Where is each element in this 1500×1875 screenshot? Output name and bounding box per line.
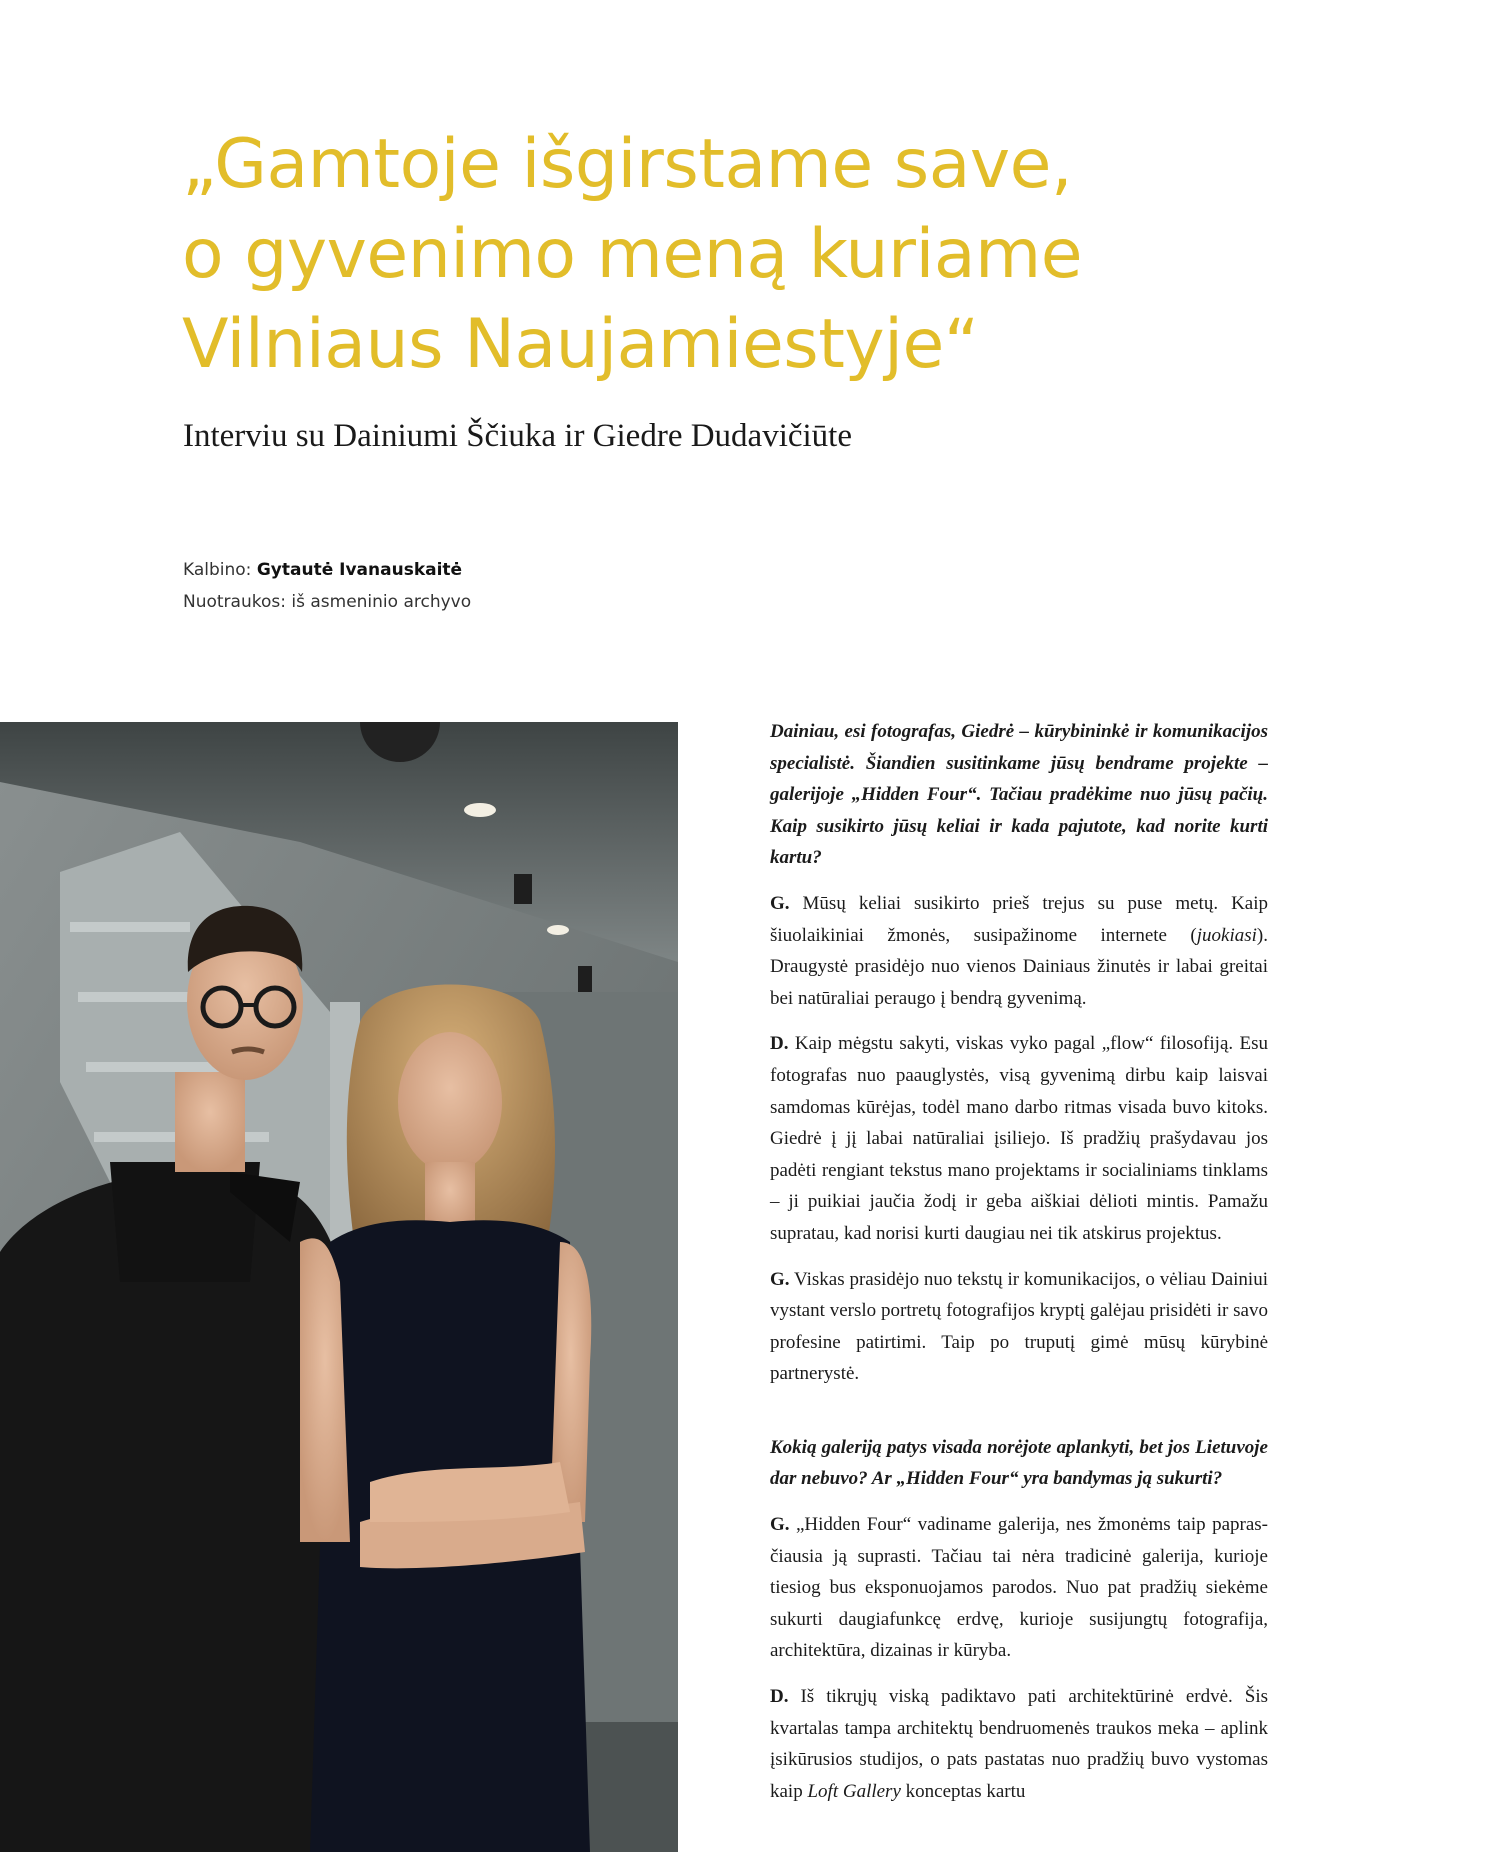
- headline-line-2: o gyvenimo meną kuriame: [182, 215, 1083, 294]
- interview-question-2: Kokią galeriją patys visada norėjote aplankyti, bet jos Lietuvoje dar nebuvo? Ar „Hidden Four“ yra bandymas ją sukurti?: [770, 1436, 1268, 1490]
- photos-label: Nuotraukos:: [183, 592, 286, 612]
- interviewer-label: Kalbino:: [183, 560, 252, 580]
- headline-line-1: „Gamtoje išgirstame save,: [182, 125, 1073, 204]
- answer-text: Kaip mėgstu sakyti, viskas vyko pagal „flow“ filosofiją. Esu fotografas nuo paauglystės, visą gyvenimą dirbu kaip laisvai samdomas kūrėjas, todėl mano darbo ritmas visada buvo kitoks. Giedrė į jį labai natūraliai įsiliejo. Iš pradžių prašydavau jos padėti rengiant tekstus mano projektams ir socialiniams tinklams – ji puikiai jaučia žodį ir geba aiškiai dėlioti mintis. Pamažu supratau, kad norisi kurti daugiau nei tik atskirus projektus.: [770, 1033, 1268, 1244]
- article-body: [770, 716, 1268, 1821]
- answer-paragraph: [770, 1028, 1268, 1249]
- answer-emphasis: Loft Gallery: [807, 1780, 901, 1802]
- article-subtitle: Interviu su Dainiumi Ščiuka ir Giedre Dudavičiūte: [183, 418, 852, 454]
- answer-text: „Hidden Four“ vadiname galerija, nes žmonėms taip paprasčiausia ją suprasti. Tačiau tai nėra tradicinė galerija, kurioje tiesiog bus eksponuojamos parodos. Nuo pat pradžių siekėme sukurti daugiafunkcę erdvę, kurioje susijungtų fotografija, architektūra, dizainas ir kūryba.: [770, 1514, 1268, 1662]
- answer-paragraph: [770, 1681, 1268, 1807]
- speaker-initial: G.: [770, 892, 790, 914]
- answer-text: Mūsų keliai susikirto prieš trejus su puse metų. Kaip šiuolaikiniai žmonės, susipažinome internete (: [770, 892, 1268, 946]
- article-headline: [182, 120, 1332, 390]
- headline-line-3: Vilniaus Naujamiestyje“: [182, 305, 979, 384]
- answer-paragraph: [770, 888, 1268, 1014]
- photo-credit: [183, 586, 471, 618]
- speaker-initial: D.: [770, 1033, 789, 1055]
- interview-question-1: Dainiau, esi fotografas, Giedrė – kūrybininkė ir komunikacijos specialistė. Šiandien susitinkame jūsų bendrame projekte – galerijoje „Hidden Four“. Tačiau pradėkime nuo jūsų pačių. Kaip susikirto jūsų keliai ir kada pajutote, kad norite kurti kartu?: [770, 721, 1268, 869]
- answer-text: konceptas kartu: [900, 1780, 1026, 1802]
- answer-text: Viskas prasidėjo nuo tekstų ir komunikacijos, o vėliau Dainiui vystant verslo portretų fotografijos kryptį galėjau prisidėti ir savo profesine patirtimi. Taip po truputį gimė mūsų kūrybinė partnerystė.: [770, 1268, 1268, 1385]
- speaker-initial: G.: [770, 1268, 790, 1290]
- interviewer-credit: [183, 554, 471, 586]
- answer-aside: juokiasi: [1196, 924, 1257, 946]
- speaker-initial: D.: [770, 1686, 789, 1708]
- interviewer-name: Gytautė Ivanauskaitė: [256, 560, 463, 580]
- photos-source: iš asmeninio archyvo: [291, 592, 472, 612]
- answer-text: ). Draugystė prasidėjo nuo vienos Dainiaus žinutės ir labai greitai bei natūraliai peraugo į bendrą gyvenimą.: [770, 924, 1268, 1009]
- speaker-initial: G.: [770, 1514, 790, 1536]
- answer-text: Iš tikrųjų viską padiktavo pati architektūrinė erdvė. Šis kvartalas tampa architektų bendruomenės traukos meka – aplink įsikūrusios studijos, o pats pastatas nuo pradžių buvo vystomas kaip: [770, 1686, 1269, 1802]
- credits: [183, 554, 471, 618]
- answer-paragraph: [770, 1509, 1268, 1667]
- portrait-photo: [0, 722, 678, 1852]
- answer-paragraph: [770, 1264, 1268, 1390]
